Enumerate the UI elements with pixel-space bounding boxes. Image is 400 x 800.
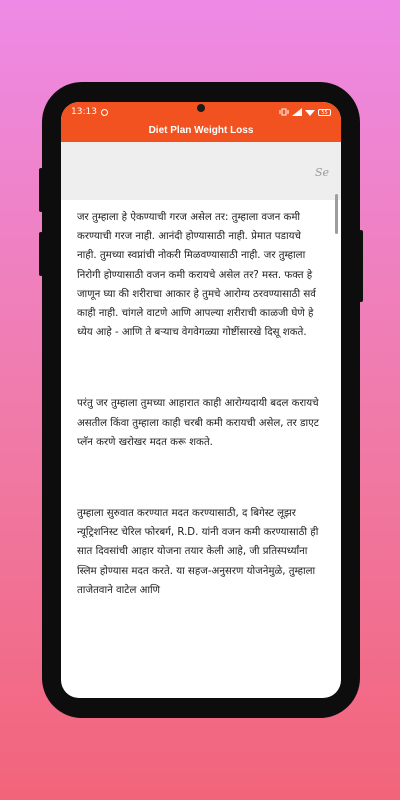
volume-button — [39, 168, 43, 212]
signal-icon — [292, 108, 302, 116]
search-bar[interactable] — [61, 142, 341, 200]
app-title: Diet Plan Weight Loss — [61, 122, 341, 142]
phone-frame — [42, 82, 360, 718]
camera-notch-icon — [191, 102, 211, 116]
battery-icon: 55 — [318, 109, 331, 116]
vibrate-icon — [279, 108, 289, 116]
status-bar — [61, 102, 341, 122]
article-paragraph: तुम्हाला सुरुवात करण्यात मदत करण्यासाठी, द बिगेस्ट लूझर न्यूट्रिशनिस्ट चेरिल फोरबर्ग, R.D. यांनी वजन कमी करण्यासाठी ही सात दिवसांची आहार योजना तयार केली आहे, जी प्रतिस्पर्ध्यांना स्लिम होण्यास मदत करते. या सहज-अनुसरण योजनेमुळे, तुम्हाला ताजेतवाने वाटेल आणि — [77, 508, 319, 596]
status-time: 13:13 — [71, 107, 97, 117]
scrollbar[interactable] — [335, 194, 338, 234]
power-button — [359, 230, 363, 302]
article-paragraph: जर तुम्हाला हे ऐकण्याची गरज असेल तर: तुम्हाला वजन कमी करण्याची गरज नाही. आनंदी होण्यासाठी नाही. प्रेमात पडायचे नाही. तुमच्या स्वप्नांची नोकरी मिळवण्यासाठी नाही. जर तुम्हाला निरोगी होण्यासाठी वजन कमी करायचे असेल तर? मस्त. फक्त हे जाणून घ्या की शरीराचा आकार हे तुमचे आरोग्य ठरवण्यासाठी सर्व काही नाही. चांगले वाटणे आणि आपल्या शरीराची काळजी घेणे हे ध्येय आहे - आणि ते बऱ्याच वेगवेगळ्या गोष्टींसारखे दिसू शकते. — [77, 212, 316, 339]
article-content — [61, 200, 341, 600]
volume-button-2 — [39, 232, 43, 276]
article-paragraph: परंतु जर तुम्हाला तुमच्या आहारात काही आरोग्यदायी बदल करायचे असतील किंवा तुम्हाला काही चरबी कमी करायची असेल, तर डाएट प्लॅन करणे खरोखर मदत करू शकते. — [77, 398, 319, 448]
phone-screen — [61, 102, 341, 698]
search-input[interactable]: Se — [314, 166, 329, 179]
wifi-icon — [305, 108, 315, 116]
record-icon — [101, 109, 108, 116]
